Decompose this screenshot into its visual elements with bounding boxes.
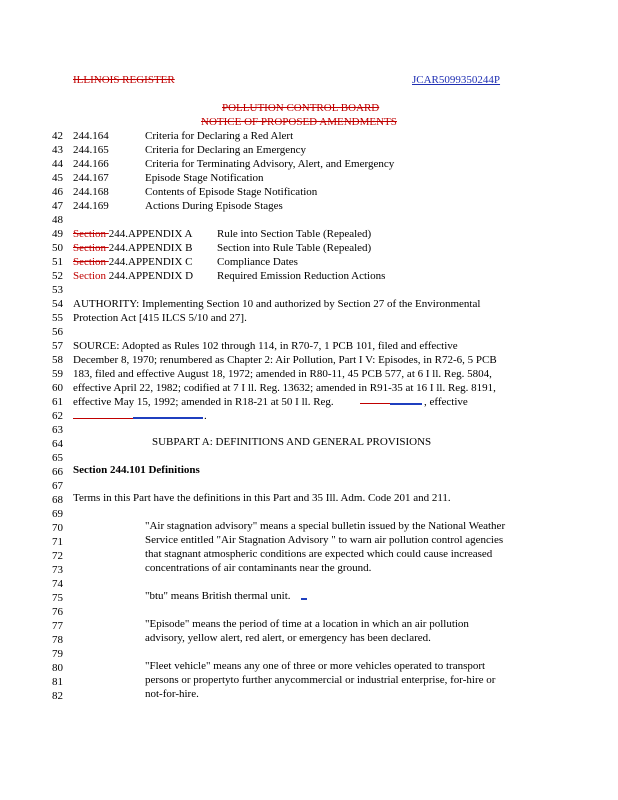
line-number: 63 bbox=[52, 424, 63, 436]
appendix-title: Required Emission Reduction Actions bbox=[217, 270, 386, 282]
jcar-code: JCAR5099350244P bbox=[412, 74, 501, 86]
board-name: POLLUTION CONTROL BOARD bbox=[222, 102, 380, 114]
definition-line: advisory, yellow alert, red alert, or emergency has been declared. bbox=[145, 632, 431, 644]
insertion-mark-blue bbox=[301, 598, 307, 600]
line-number: 47 bbox=[52, 200, 63, 212]
source-line: effective April 22, 1982; codified at 7 I ll. Reg. 13632; amended in R91-35 at 16 I ll. Reg. 8191, bbox=[73, 382, 496, 394]
line-number: 67 bbox=[52, 480, 63, 492]
appendix-prefix: Section bbox=[73, 256, 109, 268]
definition-line: "Episode" means the period of time at a location in which an air pollution bbox=[145, 618, 469, 630]
definition-line: Service entitled "Air Stagnation Advisory " to warn air pollution control agencies bbox=[145, 534, 504, 546]
line-number: 53 bbox=[52, 284, 63, 296]
insertion-mark-blue bbox=[133, 417, 203, 419]
notice-title: NOTICE OF PROPOSED AMENDMENTS bbox=[201, 116, 397, 128]
line-number: 52 bbox=[52, 270, 63, 282]
line-number: 62 bbox=[52, 410, 63, 422]
toc-number: 244.168 bbox=[73, 186, 109, 198]
source-line: SOURCE: Adopted as Rules 102 through 114, in R70-7, 1 PCB 101, filed and effective bbox=[73, 340, 458, 352]
line-number: 65 bbox=[52, 452, 63, 464]
appendix-entry bbox=[73, 228, 192, 240]
line-number: 46 bbox=[52, 186, 63, 198]
appendix-prefix: Section bbox=[73, 242, 109, 254]
toc-number: 244.165 bbox=[73, 144, 109, 156]
appendix-number: 244.APPENDIX D bbox=[106, 270, 194, 282]
line-number: 49 bbox=[52, 228, 63, 240]
line-number: 79 bbox=[52, 648, 63, 660]
line-number: 58 bbox=[52, 354, 63, 366]
line-number: 71 bbox=[52, 536, 63, 548]
line-number: 44 bbox=[52, 158, 63, 170]
line-number: 54 bbox=[52, 298, 63, 310]
line-number: 66 bbox=[52, 466, 63, 478]
insertion-mark-red bbox=[73, 418, 133, 419]
line-number: 69 bbox=[52, 508, 63, 520]
line-number: 77 bbox=[52, 620, 63, 632]
appendix-entry bbox=[73, 242, 192, 254]
insertion-mark-red bbox=[360, 403, 390, 404]
definition-line: "btu" means British thermal unit. bbox=[145, 590, 291, 602]
appendix-prefix: Section bbox=[73, 228, 109, 240]
appendix-entry bbox=[73, 270, 193, 282]
line-number: 48 bbox=[52, 214, 63, 226]
line-number: 74 bbox=[52, 578, 63, 590]
source-line: 183, filed and effective August 18, 1972; amended in R80-11, 45 PCB 577, at 6 I ll. Reg. 5804, bbox=[73, 368, 492, 380]
line-number: 64 bbox=[52, 438, 63, 450]
line-number: 45 bbox=[52, 172, 63, 184]
source-line: December 8, 1970; renumbered as Chapter 2: Air Pollution, Part I V: Episodes, in R72-6, 5 PCB bbox=[73, 354, 497, 366]
toc-title: Criteria for Terminating Advisory, Alert, and Emergency bbox=[145, 158, 395, 170]
toc-title: Actions During Episode Stages bbox=[145, 200, 283, 212]
line-number: 72 bbox=[52, 550, 63, 562]
definition-line: concentrations of air contaminants near the ground. bbox=[145, 562, 372, 574]
line-number: 57 bbox=[52, 340, 63, 352]
definition-line: "Fleet vehicle" means any one of three or more vehicles operated to transport bbox=[145, 660, 486, 672]
line-number: 75 bbox=[52, 592, 63, 604]
toc-title: Contents of Episode Stage Notification bbox=[145, 186, 318, 198]
definition-line: persons or propertyto further anycommercial or industrial enterprise, for-hire or bbox=[145, 674, 496, 686]
toc-title: Episode Stage Notification bbox=[145, 172, 264, 184]
definition-line: that stagnant atmospheric conditions are expected which could cause increased bbox=[145, 548, 493, 560]
source-line: . bbox=[204, 410, 207, 422]
line-number: 73 bbox=[52, 564, 63, 576]
section-heading: Section 244.101 Definitions bbox=[73, 464, 200, 476]
line-number: 51 bbox=[52, 256, 63, 268]
line-number: 61 bbox=[52, 396, 63, 408]
source-line: , effective bbox=[424, 396, 468, 408]
line-number: 82 bbox=[52, 690, 63, 702]
terms-intro: Terms in this Part have the definitions in this Part and 35 Ill. Adm. Code 201 and 211. bbox=[73, 492, 451, 504]
toc-number: 244.167 bbox=[73, 172, 109, 184]
appendix-title: Section into Rule Table (Repealed) bbox=[217, 242, 372, 254]
line-number: 80 bbox=[52, 662, 63, 674]
appendix-prefix: Section bbox=[73, 270, 106, 282]
line-number: 42 bbox=[52, 130, 63, 142]
source-line: effective May 15, 1992; amended in R18-21 at 50 I ll. Reg. bbox=[73, 396, 334, 408]
toc-number: 244.166 bbox=[73, 158, 109, 170]
authority-line: AUTHORITY: Implementing Section 10 and authorized by Section 27 of the Environmental bbox=[73, 298, 481, 310]
line-number: 78 bbox=[52, 634, 63, 646]
toc-number: 244.169 bbox=[73, 200, 109, 212]
appendix-entry bbox=[73, 256, 192, 268]
line-number: 70 bbox=[52, 522, 63, 534]
line-number: 56 bbox=[52, 326, 63, 338]
register-title: ILLINOIS REGISTER bbox=[73, 74, 175, 86]
line-number: 59 bbox=[52, 368, 63, 380]
appendix-number: 244.APPENDIX B bbox=[108, 242, 193, 254]
subpart-heading: SUBPART A: DEFINITIONS AND GENERAL PROVISIONS bbox=[152, 436, 432, 448]
definition-line: not-for-hire. bbox=[145, 688, 199, 700]
line-number: 55 bbox=[52, 312, 63, 324]
toc-title: Criteria for Declaring an Emergency bbox=[145, 144, 307, 156]
line-number: 81 bbox=[52, 676, 63, 688]
appendix-title: Rule into Section Table (Repealed) bbox=[217, 228, 372, 240]
line-number: 50 bbox=[52, 242, 63, 254]
line-number: 76 bbox=[52, 606, 63, 618]
definition-line: "Air stagnation advisory" means a special bulletin issued by the National Weather bbox=[145, 520, 506, 532]
line-number: 68 bbox=[52, 494, 63, 506]
appendix-number: 244.APPENDIX A bbox=[108, 228, 193, 240]
authority-line: Protection Act [415 ILCS 5/10 and 27]. bbox=[73, 312, 247, 324]
line-number: 60 bbox=[52, 382, 63, 394]
toc-number: 244.164 bbox=[73, 130, 109, 142]
appendix-number: 244.APPENDIX C bbox=[108, 256, 193, 268]
toc-title: Criteria for Declaring a Red Alert bbox=[145, 130, 294, 142]
appendix-title: Compliance Dates bbox=[217, 256, 298, 268]
line-number: 43 bbox=[52, 144, 63, 156]
insertion-mark-blue bbox=[390, 403, 422, 405]
